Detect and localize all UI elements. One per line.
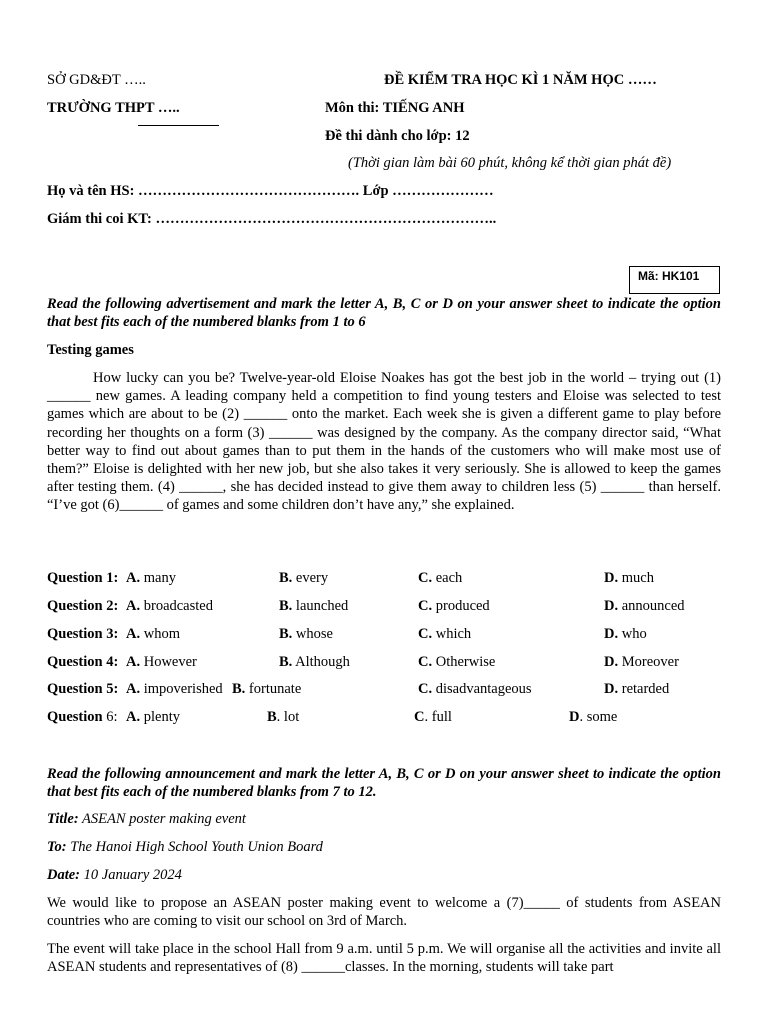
question-label: Question 2: <box>47 598 119 614</box>
option-b: B. whose <box>279 626 333 642</box>
announcement-to: To: The Hanoi High School Youth Union Board <box>47 839 323 855</box>
option-b: B. fortunate <box>232 681 302 697</box>
header-underline <box>138 125 219 126</box>
option-b: B. launched <box>279 598 349 614</box>
exam-duration: (Thời gian làm bài 60 phút, không kể thời gian phát đề) <box>348 155 672 171</box>
proctor-line: Giám thi coi KT: …………………………………………………………….. <box>47 211 497 227</box>
passage-heading: Testing games <box>47 342 134 358</box>
option-c: C. disadvantageous <box>418 681 532 697</box>
option-c: C. which <box>418 626 472 642</box>
option-d: D. some <box>569 709 618 725</box>
question-label: Question 6: <box>47 709 118 725</box>
section1-instruction: Read the following advertisement and mark the letter A, B, C or D on your answer sheet to indicate the option that best fits each of the numbered blanks from 1 to 6 <box>47 296 721 331</box>
option-d: D. announced <box>604 598 685 614</box>
option-c: C. Otherwise <box>418 654 496 670</box>
passage-text: How lucky can you be? Twelve-year-old Eloise Noakes has got the best job in the world – trying out (1) ______ new games. A leading company held a competition to find young testers and Eloise was selected to test games which are about to be (2) ______ onto the market. Each week she is given a different game to play before recording her thoughts on a form (3) ______ was designed by the company. As the company director said, “What better way to find out about games than to put them in the hands of the customers who will make most use of them?” Eloise is delighted with her new job, but she also takes it very seriously. She is allowed to keep the games after testing them. (4) ______, she has decided instead to give them away to children less (5) ______ than herself. “I’ve got (6)______ of games and some children don’t have any,” she explained. <box>47 370 721 514</box>
question-label: Question 1: <box>47 570 119 586</box>
department-label: SỞ GD&ĐT ….. <box>47 72 146 88</box>
announcement-title: Title: ASEAN poster making event <box>47 811 246 827</box>
option-a: A. impoverished <box>126 681 223 697</box>
option-d: D. retarded <box>604 681 670 697</box>
option-a: A. plenty <box>126 709 180 725</box>
section2-instruction: Read the following announcement and mark the letter A, B, C or D on your answer sheet to indicate the option that best fits each of the numbered blanks from 7 to 12. <box>47 766 721 801</box>
option-a: A. broadcasted <box>126 598 213 614</box>
option-b: B. Although <box>279 654 350 670</box>
exam-subject: Môn thi: TIẾNG ANH <box>325 100 465 116</box>
exam-code-box <box>629 266 720 294</box>
option-d: D. who <box>604 626 647 642</box>
option-c: C. full <box>414 709 452 725</box>
exam-code: Mã: HK101 <box>638 269 700 283</box>
option-d: D. much <box>604 570 654 586</box>
announcement-paragraph-2: The event will take place in the school Hall from 9 a.m. until 5 p.m. We will organise all the activities and invite all ASEAN students and representatives of (8) ______classes. In the morning, students will take part <box>47 941 721 976</box>
school-label: TRƯỜNG THPT ….. <box>47 100 180 116</box>
announcement-paragraph-1: We would like to propose an ASEAN poster making event to welcome a (7)_____ of students from ASEAN countries who are coming to visit our school on 3rd of March. <box>47 895 721 930</box>
option-a: A. many <box>126 570 176 586</box>
question-label: Question 4: <box>47 654 119 670</box>
option-c: C. produced <box>418 598 490 614</box>
option-c: C. each <box>418 570 463 586</box>
announcement-date: Date: 10 January 2024 <box>47 867 182 883</box>
exam-title: ĐỀ KIỂM TRA HỌC KÌ 1 NĂM HỌC …… <box>384 72 657 88</box>
option-a: A. whom <box>126 626 180 642</box>
option-b: B. lot <box>267 709 300 725</box>
option-a: A. However <box>126 654 197 670</box>
option-b: B. every <box>279 570 329 586</box>
question-label: Question 3: <box>47 626 119 642</box>
exam-grade: Đề thi dành cho lớp: 12 <box>325 128 470 144</box>
student-name-line: Họ và tên HS: ………………………………………. Lớp ………………… <box>47 183 494 199</box>
option-d: D. Moreover <box>604 654 679 670</box>
question-label: Question 5: <box>47 681 119 697</box>
